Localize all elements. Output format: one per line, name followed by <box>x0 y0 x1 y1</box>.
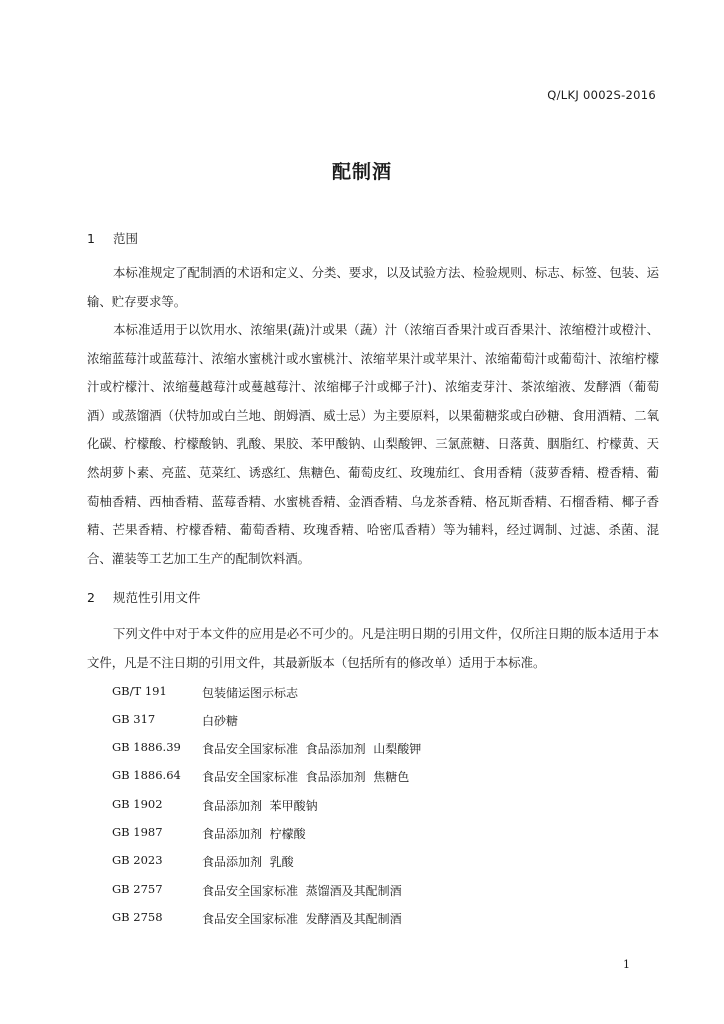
section-1-number: 1 <box>87 231 95 246</box>
reference-title: 食品安全国家标准 食品添加剂 焦糖色 <box>202 770 410 784</box>
reference-title: 食品添加剂 苯甲酸钠 <box>202 799 318 813</box>
reference-code: GB 1886.64 <box>112 768 181 782</box>
reference-row <box>112 740 652 760</box>
scope-paragraph-1 <box>87 259 659 316</box>
section-2-heading <box>87 588 201 606</box>
reference-title: 食品添加剂 柠檬酸 <box>202 827 306 841</box>
reference-title: 包装储运图示标志 <box>202 686 299 700</box>
reference-row <box>112 853 652 873</box>
reference-row <box>112 910 652 930</box>
scope-paragraph-2 <box>87 316 659 573</box>
reference-title: 食品安全国家标准 蒸馏酒及其配制酒 <box>202 884 402 898</box>
reference-row <box>112 797 652 817</box>
scope-paragraph-2-text: 本标准适用于以饮用水、浓缩果(蔬)汁或果（蔬）汁（浓缩百香果汁或百香果汁、浓缩橙汁或橙汁、浓缩蓝莓汁或蓝莓汁、浓缩水蜜桃汁或水蜜桃汁、浓缩苹果汁或苹果汁、浓缩葡萄汁或葡萄汁、浓缩柠檬汁或柠檬汁、浓缩蔓越莓汁或蔓越莓汁、浓缩椰子汁或椰子汁)、浓缩麦芽汁、茶浓缩液、发酵酒（葡萄酒）或蒸馏酒（伏特加或白兰地、朗姆酒、威士忌）为主要原料，以果葡糖浆或白砂糖、食用酒精、二氧化碳、柠檬酸、柠檬酸钠、乳酸、果胶、苯甲酸钠、山梨酸钾、三氯蔗糖、日落黄、胭脂红、柠檬黄、天然胡萝卜素、亮蓝、苋菜红、诱惑红、焦糖色、葡萄皮红、玫瑰茄红、食用香精（菠萝香精、橙香精、葡萄柚香精、西柚香精、蓝莓香精、水蜜桃香精、金酒香精、乌龙茶香精、格瓦斯香精、石榴香精、椰子香精、芒果香精、柠檬香精、葡萄香精、玫瑰香精、哈密瓜香精）等为辅料，经过调制、过滤、杀菌、混合、灌装等工艺加工生产的配制饮料酒。 <box>87 322 659 566</box>
reference-row <box>112 684 652 704</box>
reference-code: GB 1902 <box>112 797 163 811</box>
reference-code: GB 1886.39 <box>112 740 181 754</box>
references-paragraph <box>87 620 659 677</box>
page-number: 1 <box>623 958 630 971</box>
reference-row <box>112 825 652 845</box>
section-2-number: 2 <box>87 590 95 605</box>
reference-title: 食品安全国家标准 发酵酒及其配制酒 <box>202 912 402 926</box>
reference-code: GB/T 191 <box>112 684 167 698</box>
section-2-title: 规范性引用文件 <box>113 590 201 605</box>
document-code: Q/LKJ 0002S-2016 <box>547 88 656 102</box>
reference-code: GB 2757 <box>112 882 163 896</box>
references-paragraph-text: 下列文件中对于本文件的应用是必不可少的。凡是注明日期的引用文件，仅所注日期的版本适用于本文件，凡是不注日期的引用文件，其最新版本（包括所有的修改单）适用于本标准。 <box>87 626 659 670</box>
scope-paragraph-1-text: 本标准规定了配制酒的术语和定义、分类、要求，以及试验方法、检验规则、标志、标签、包装、运输、贮存要求等。 <box>87 265 659 309</box>
reference-row <box>112 882 652 902</box>
reference-code: GB 2758 <box>112 910 163 924</box>
reference-row <box>112 712 652 732</box>
document-title: 配制酒 <box>331 161 392 183</box>
reference-code: GB 2023 <box>112 853 163 867</box>
reference-title: 白砂糖 <box>202 714 239 728</box>
reference-code: GB 317 <box>112 712 156 726</box>
section-1-title: 范围 <box>113 231 139 246</box>
section-1-heading <box>87 229 138 247</box>
reference-title: 食品添加剂 乳酸 <box>202 855 294 869</box>
reference-title: 食品安全国家标准 食品添加剂 山梨酸钾 <box>202 742 422 756</box>
reference-row <box>112 768 652 788</box>
reference-code: GB 1987 <box>112 825 163 839</box>
